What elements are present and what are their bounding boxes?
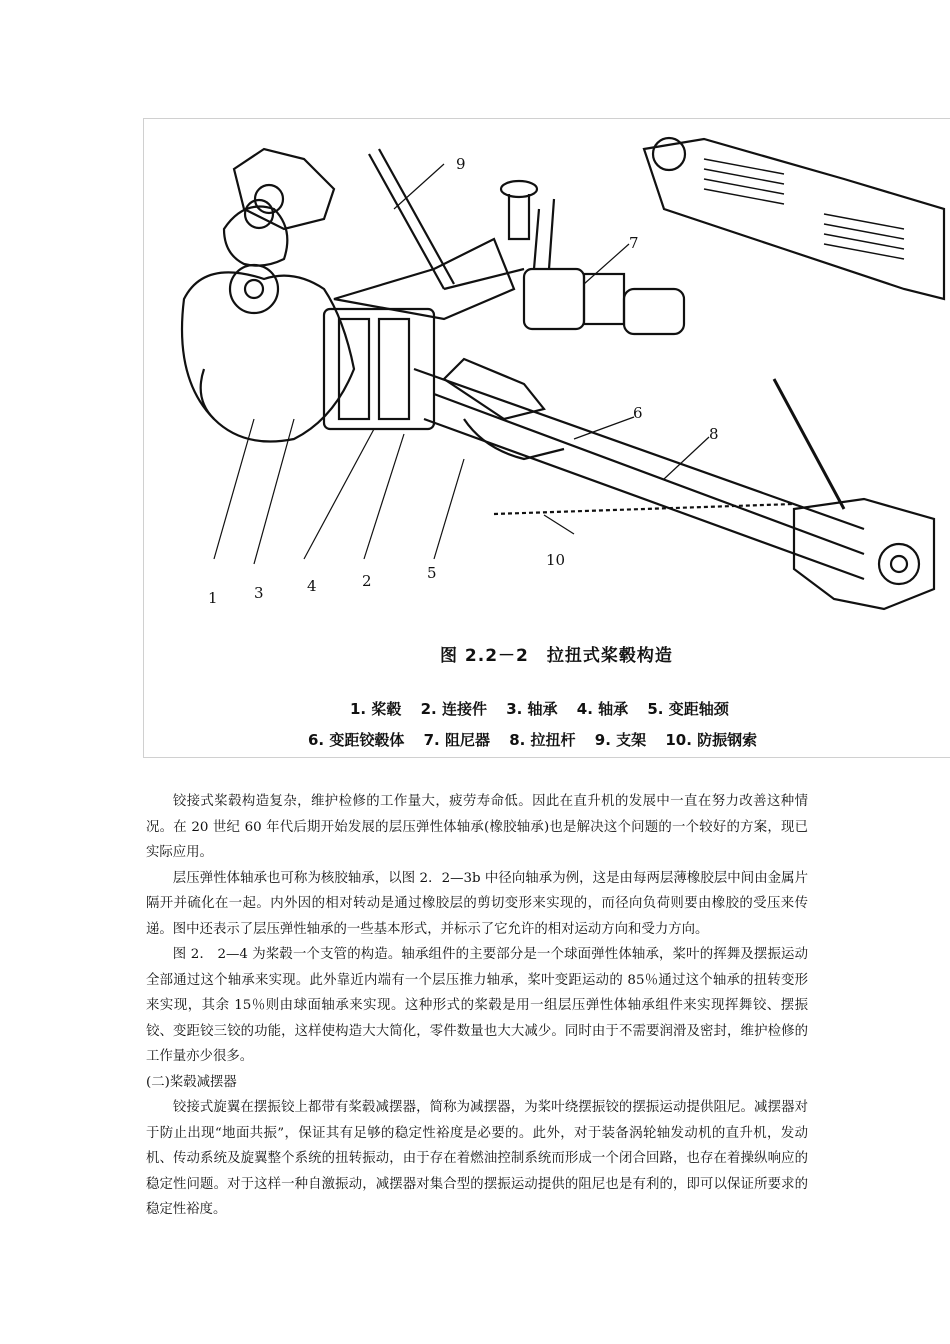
callout-3: 3 (254, 584, 264, 602)
legend-item: 8. 拉扭杆 (509, 731, 576, 749)
paragraph: 铰接式桨毂构造复杂，维护检修的工作量大，疲劳寿命低。因此在直升机的发展中一直在努力改善这种情况。在 20 世纪 60 年代后期开始发展的层压弹性体轴承(橡胶轴承)也是解决这个问题的一个较好的方案，现已实际应用。 (146, 794, 808, 860)
legend-item: 5. 变距轴颈 (647, 700, 729, 718)
callout-6: 6 (633, 404, 643, 422)
callout-7: 7 (629, 234, 639, 252)
figure-panel (143, 118, 950, 758)
figure-caption: 图 2.2－2 拉扭式桨毂构造 (440, 646, 673, 666)
callout-10: 10 (546, 551, 566, 569)
callout-1: 1 (208, 589, 218, 607)
legend-item: 2. 连接件 (420, 700, 487, 718)
body-text (146, 789, 808, 1223)
paragraph: 铰接式旋翼在摆振铰上都带有桨毂减摆器，简称为减摆器，为桨叶绕摆振铰的摆振运动提供阻尼。减摆器对于防止出现“地面共振”，保证其有足够的稳定性裕度是必要的。此外，对于装备涡轮轴发动机的直升机，发动机、传动系统及旋翼整个系统的扭转振动，由于存在着燃油控制系统而形成一个闭合回路，也存在着操纵响应的稳定性问题。对于这样一种自激振动，减摆器对集合型的摆振运动提供的阻尼也是有利的，即可以保证所要求的稳定性裕度。 (146, 1100, 808, 1217)
legend-item: 3. 轴承 (506, 700, 558, 718)
paragraph: 层压弹性体轴承也可称为核胶轴承，以图 2．2—3b 中径向轴承为例，这是由每两层薄橡胶层中间由金属片隔开并硫化在一起。内外因的相对转动是通过橡胶层的剪切变形来实现的，而径向负荷则要由橡胶的受压来传递。图中还表示了层压弹性轴承的一些基本形式，并标示了它允许的相对运动方向和受力方向。 (146, 870, 808, 937)
callout-4: 4 (307, 577, 317, 595)
legend-item: 6. 变距铰毂体 (308, 731, 405, 749)
callout-9: 9 (456, 155, 466, 173)
paragraph: 图 2． 2—4 为桨毂一个支管的构造。轴承组件的主要部分是一个球面弹性体轴承，桨叶的挥舞及摆振运动全部通过这个轴承来实现。此外靠近内端有一个层压推力轴承，桨叶变距运动的 85％通过这个轴承的扭转变形来实现，其余 15％则由球面轴承来实现。这种形式的桨毂是用一组层压弹性体轴承组件来实现挥舞铰、摆振铰、变距铰三铰的功能，这样使构造大大简化，零件数量也大大减少。同时由于不需要润滑及密封，维护检修的工作量亦少很多。 (146, 947, 808, 1064)
legend-row-1 (350, 698, 743, 719)
callout-8: 8 (709, 425, 719, 443)
callout-2: 2 (362, 572, 372, 590)
section-heading: (二)桨毂减摆器 (146, 1074, 237, 1090)
legend-item: 10. 防振钢索 (665, 731, 758, 749)
legend-item: 9. 支架 (594, 731, 647, 749)
legend-item: 7. 阻尼器 (423, 731, 490, 749)
callout-5: 5 (427, 564, 437, 582)
legend-item: 4. 轴承 (576, 700, 629, 718)
legend-item: 1. 桨毂 (350, 700, 402, 718)
legend-row-2 (308, 729, 771, 750)
